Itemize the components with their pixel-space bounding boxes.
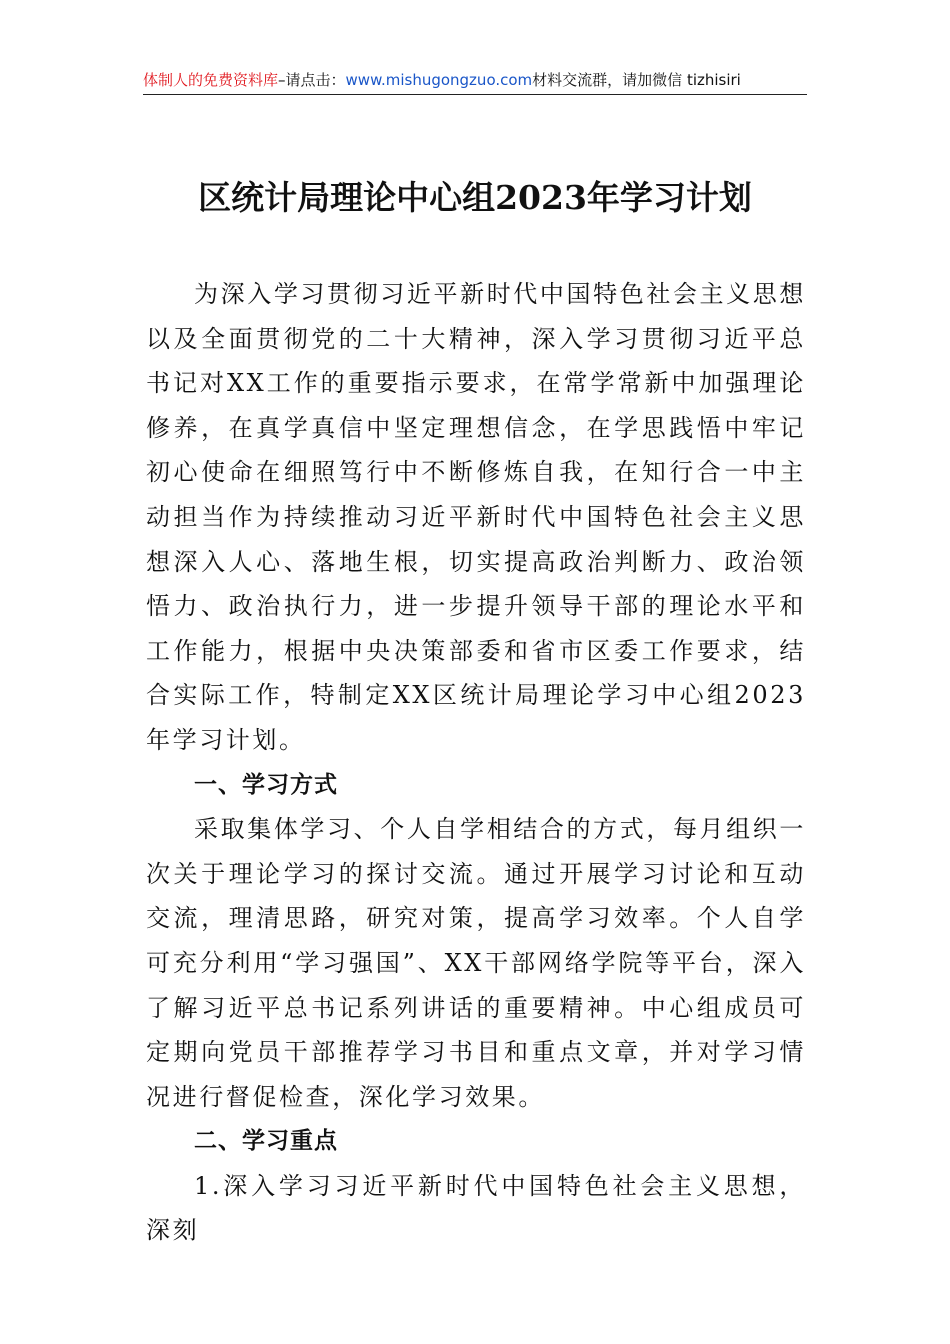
page-header <box>143 66 807 95</box>
intro-paragraph: 为深入学习贯彻习近平新时代中国特色社会主义思想以及全面贯彻党的二十大精神，深入学习贯彻习近平总书记对XX工作的重要指示要求，在常学常新中加强理论修养，在真学真信中坚定理想信念，在学思践悟中牢记初心使命在细照笃行中不断修炼自我，在知行合一中主动担当作为持续推动习近平新时代中国特色社会主义思想深入人心、落地生根，切实提高政治判断力、政治领悟力、政治执行力，进一步提升领导干部的理论水平和工作能力，根据中央决策部委和省市区委工作要求，结合实际工作，特制定XX区统计局理论学习中心组2023年学习计划。 <box>146 280 806 754</box>
header-note: 材料交流群，请加微信 tizhisiri <box>532 71 741 89</box>
header-prompt: –请点击： <box>278 71 346 89</box>
header-url-link[interactable]: www.mishugongzuo.com <box>345 71 533 89</box>
study-method-paragraph: 采取集体学习、个人自学相结合的方式，每月组织一次关于理论学习的探讨交流。通过开展学习讨论和互动交流，理清思路，研究对策，提高学习效率。个人自学可充分利用“学习强国”、XX干部网络学院等平台，深入了解习近平总书记系列讲话的重要精神。中心组成员可定期向党员干部推荐学习书目和重点文章，并对学习情况进行督促检查，深化学习效果。 <box>146 815 806 1111</box>
document-body <box>146 272 806 1253</box>
section-heading-study-focus: 二、学习重点 <box>194 1128 338 1155</box>
study-focus-item-1: 1.深入学习习近平新时代中国特色社会主义思想，深刻 <box>146 1171 806 1245</box>
header-brand: 体制人的免费资料库 <box>143 71 279 89</box>
section-heading-study-method: 一、学习方式 <box>194 771 338 798</box>
document-title: 区统计局理论中心组2023年学习计划 <box>198 178 752 217</box>
